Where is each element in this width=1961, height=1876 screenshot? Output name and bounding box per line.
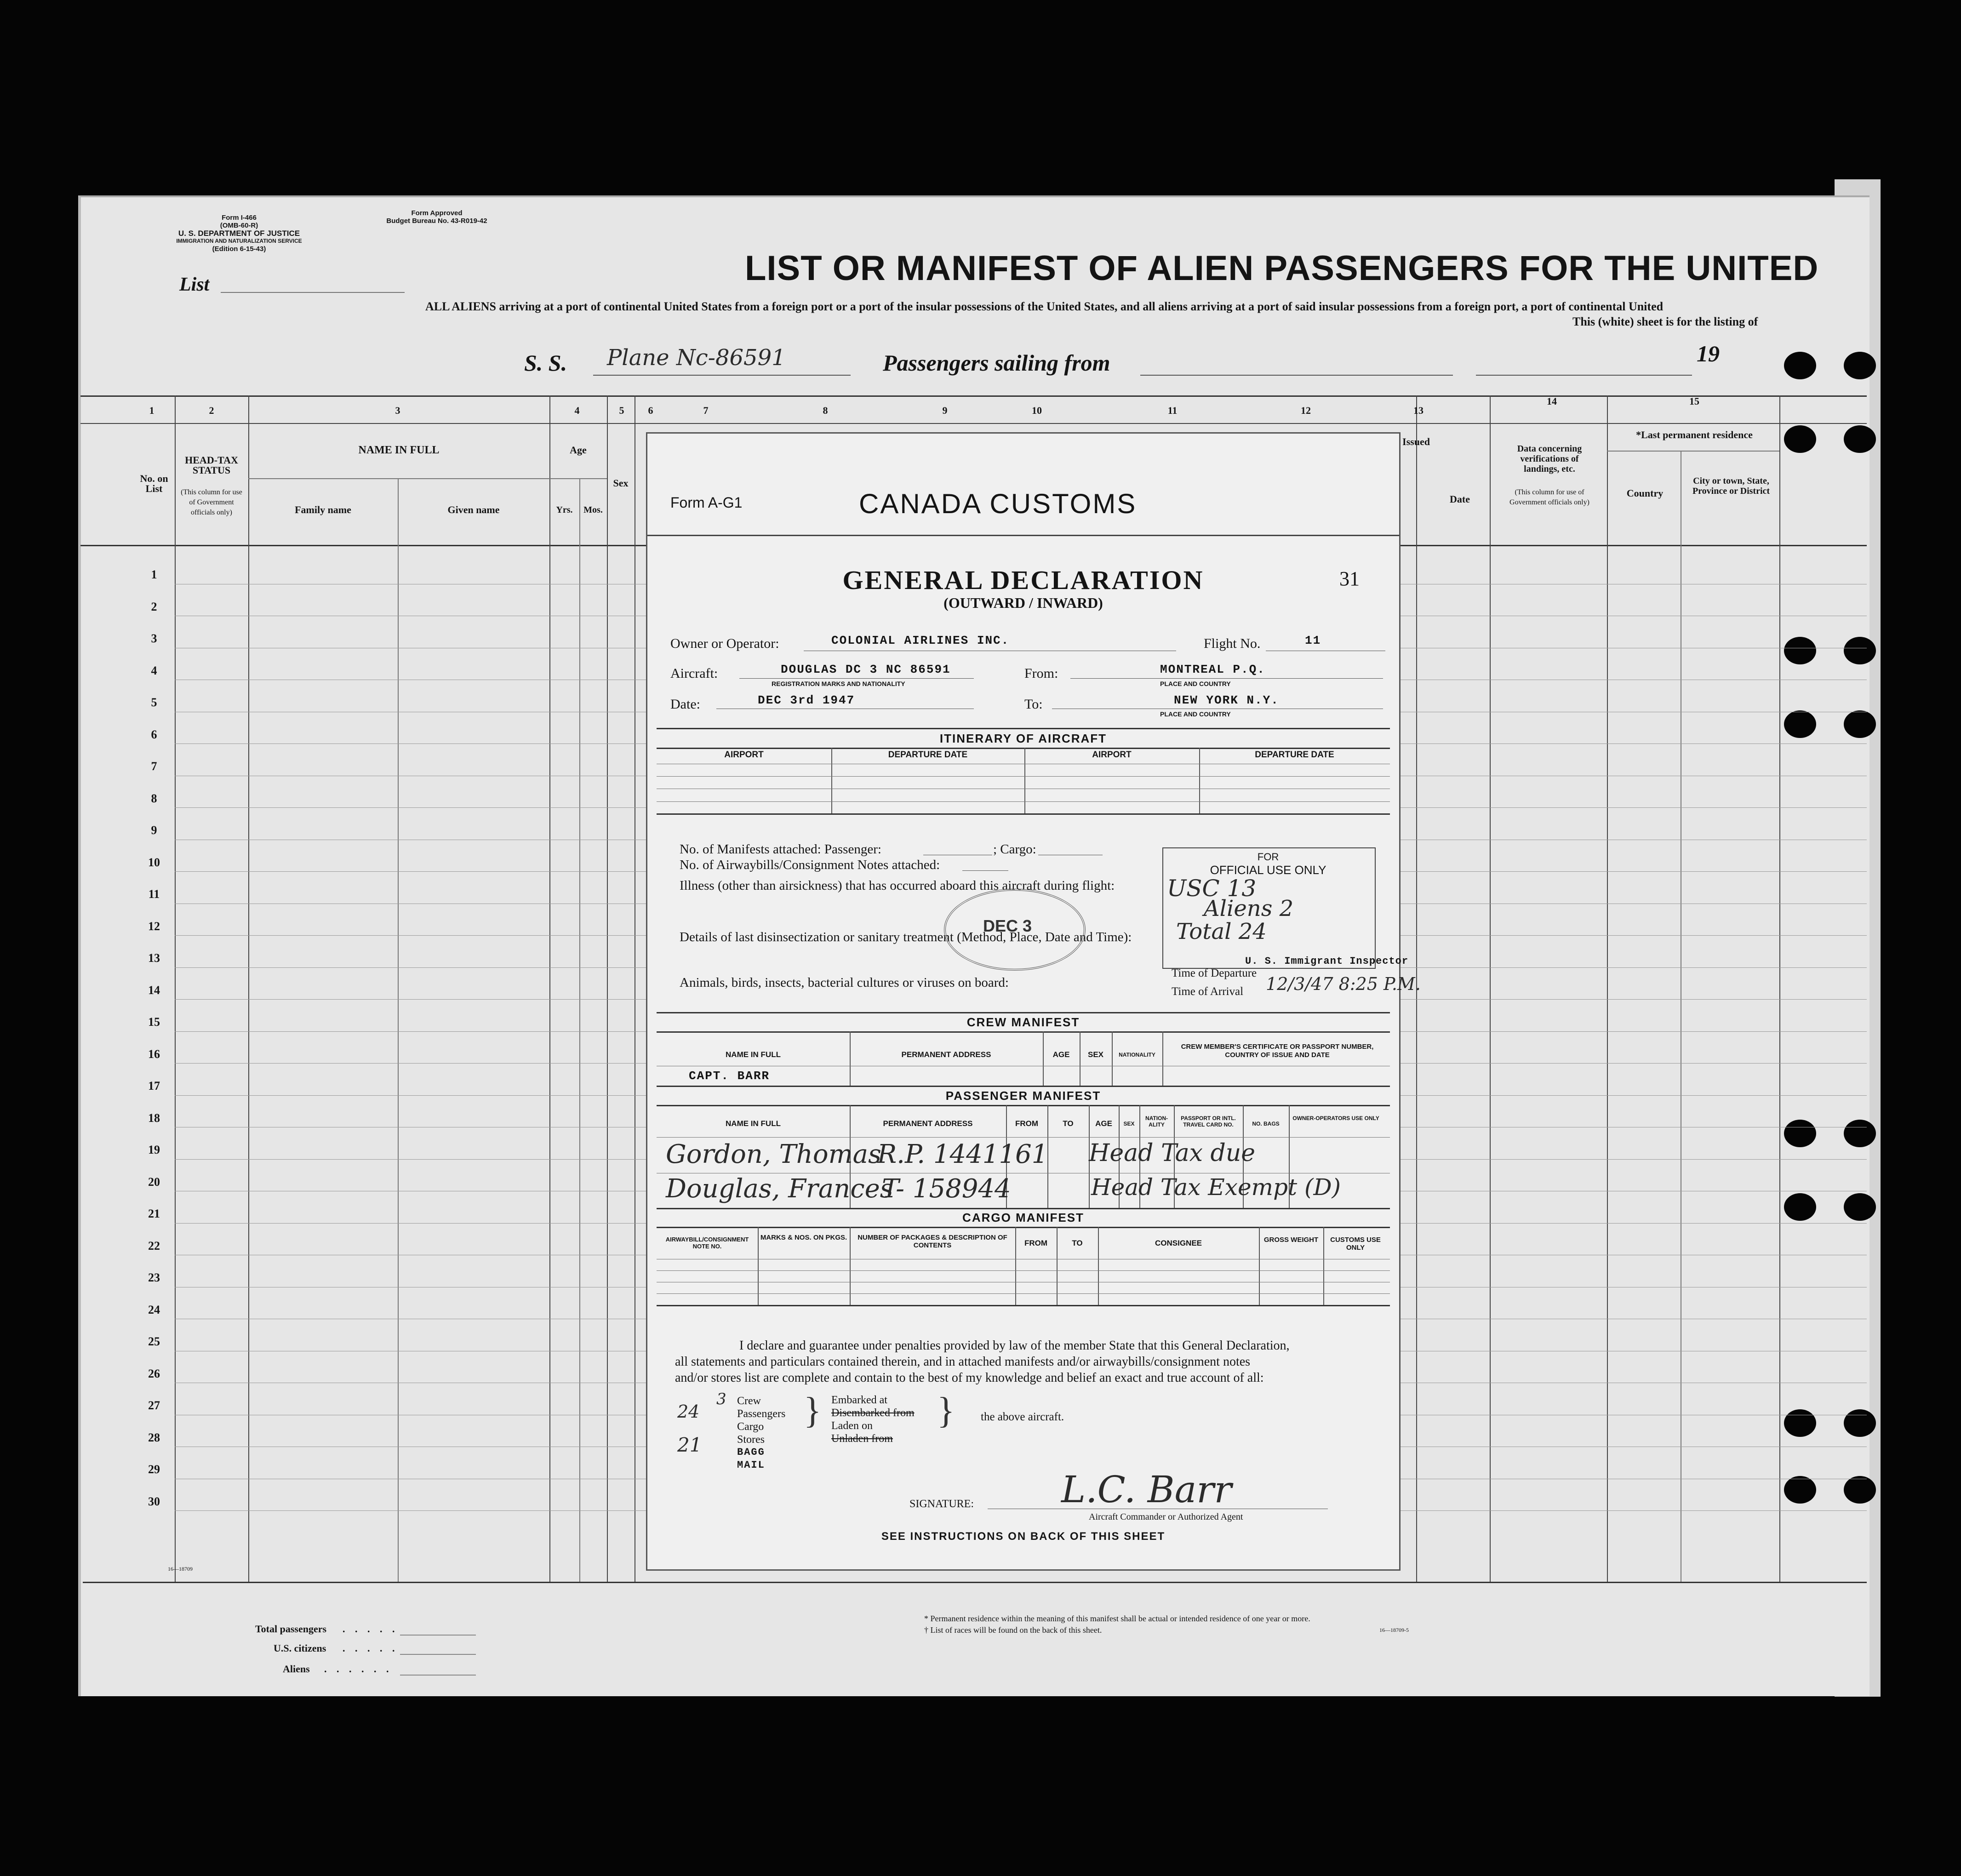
laden-on: Laden on: [831, 1420, 873, 1432]
immigrant-inspector: U. S. Immigrant Inspector: [1245, 955, 1409, 967]
column-divider: [398, 478, 399, 1582]
airwaybills-line: [962, 870, 1008, 871]
column-number: 7: [703, 405, 709, 416]
column-number: 8: [823, 405, 828, 416]
form-approval: Form Approved Budget Bureau No. 43-R019-42: [386, 209, 487, 225]
date-header: Date: [1450, 493, 1470, 505]
manifest-subtitle-2: This (white) sheet is for the listing of: [1572, 315, 1758, 328]
itinerary-divider: [1024, 748, 1025, 814]
age-subheader-line: [549, 478, 607, 479]
to-value: NEW YORK N.Y.: [1174, 693, 1279, 707]
column-divider: [248, 395, 249, 1582]
from-line: [1070, 678, 1383, 679]
itinerary-bottom-rule: [657, 813, 1390, 815]
leader-dots: . . . . . .: [324, 1663, 393, 1675]
table-bottom-border: [83, 1582, 1867, 1583]
vessel-name: Plane Nc-86591: [607, 345, 786, 371]
column-number: 5: [619, 405, 624, 416]
to-label: To:: [1024, 697, 1043, 712]
crew-top-rule: [657, 1012, 1390, 1013]
passenger-1-note: Head Tax due: [1089, 1139, 1255, 1167]
ss-label: S. S.: [524, 350, 567, 376]
passenger-row-line: [657, 1137, 1390, 1138]
airwaybills-label: No. of Airwaybills/Consignment Notes attached:: [680, 858, 940, 872]
row-number: 12: [148, 919, 160, 933]
crew-col-sex: SEX: [1087, 1050, 1104, 1059]
crew-col-address: PERMANENT ADDRESS: [901, 1050, 991, 1059]
binder-hole: [1844, 1193, 1876, 1221]
cargo-col-weight: GROSS WEIGHT: [1264, 1236, 1319, 1244]
column-number: 11: [1167, 405, 1178, 416]
declaration-text-2: all statements and particulars contained therein, and in attached manifests and/or airwaybills/consignment notes: [675, 1355, 1251, 1369]
item-bagg: BAGG: [737, 1447, 765, 1458]
passenger-1-name: Gordon, Thomas: [666, 1139, 881, 1169]
official-note-usc: USC 13: [1167, 875, 1257, 902]
column-number: 3: [395, 405, 400, 416]
column-divider: [1607, 395, 1608, 1582]
passenger-rule: [657, 1105, 1390, 1106]
binder-hole: [1844, 352, 1876, 379]
agency-name: CANADA CUSTOMS: [859, 488, 1137, 519]
binder-hole: [1844, 1409, 1876, 1437]
residence-subheader-line: [1607, 451, 1779, 452]
pass-col-to: TO: [1063, 1119, 1074, 1128]
declaration-number: 31: [1339, 567, 1360, 590]
row-number: 14: [148, 983, 160, 997]
item-crew: Crew: [737, 1395, 761, 1407]
row-number: 10: [148, 855, 160, 869]
time-of-departure-label: Time of Departure: [1172, 967, 1257, 979]
city-header: City or town, State, Province or District: [1692, 476, 1770, 496]
data-concerning-header: Data concerning verifications of landings, etc.: [1517, 444, 1582, 474]
column-number: 4: [574, 405, 580, 416]
itinerary-top-rule: [657, 728, 1390, 729]
cargo-col-from: FROM: [1024, 1239, 1048, 1247]
aircraft-value: DOUGLAS DC 3 NC 86591: [781, 663, 951, 676]
sex-header: Sex: [613, 477, 629, 489]
column-divider: [549, 395, 550, 1582]
passenger-bottom-rule: [657, 1208, 1390, 1209]
aliens-label: Aliens: [283, 1663, 310, 1675]
row-number: 15: [148, 1015, 160, 1029]
header-divider: [647, 535, 1399, 536]
list-line: [221, 292, 405, 293]
itinerary-title: ITINERARY OF AIRCRAFT: [939, 732, 1107, 745]
brace-right: }: [937, 1390, 955, 1431]
footnote-residence: * Permanent residence within the meaning of this manifest shall be actual or intended residence of one year or more.: [924, 1614, 1310, 1623]
official-for: FOR: [1257, 851, 1279, 863]
binder-hole: [1844, 1120, 1876, 1147]
row-number: 4: [151, 663, 157, 677]
row-number: 8: [151, 791, 157, 805]
column-divider: [607, 395, 608, 1582]
owner-label: Owner or Operator:: [670, 636, 779, 651]
table-number-row-border: [80, 423, 1867, 424]
sailing-from-label: Passengers sailing from: [883, 350, 1110, 376]
disinsectization-label: Details of last disinsectization or sanitary treatment (Method, Place, Date and Time):: [680, 930, 1132, 944]
age-months-header: Mos.: [583, 505, 603, 515]
item-cargo: Cargo: [737, 1421, 764, 1433]
signature: L.C. Barr: [1061, 1468, 1232, 1511]
binder-hole: [1784, 352, 1816, 379]
cargo-bottom-rule: [657, 1305, 1390, 1306]
pass-col-operator: OWNER-OPERATORS USE ONLY: [1292, 1115, 1379, 1121]
sailing-from-line: [1140, 375, 1453, 376]
embarked-at: Embarked at: [831, 1394, 887, 1406]
brace-left: }: [804, 1390, 822, 1431]
pass-col-nationality: NATION-ALITY: [1145, 1115, 1168, 1128]
flight-label: Flight No.: [1204, 636, 1261, 651]
binder-hole: [1844, 425, 1876, 453]
pass-col-passport: PASSPORT OR INTL. TRAVEL CARD NO.: [1181, 1115, 1236, 1128]
animals-label: Animals, birds, insects, bacterial cultures or viruses on board:: [680, 975, 1009, 990]
row-number: 29: [148, 1463, 160, 1476]
cargo-row-line: [657, 1270, 1390, 1271]
country-header: Country: [1626, 487, 1664, 499]
crew-divider: [1112, 1031, 1113, 1086]
binder-hole: [1784, 710, 1816, 738]
passenger-count: 24: [677, 1401, 700, 1422]
crew-rule: [657, 1031, 1390, 1033]
column-number: 9: [942, 405, 948, 416]
itinerary-col-departure: DEPARTURE DATE: [888, 750, 968, 760]
passenger-2-name: Douglas, Frances: [666, 1174, 893, 1204]
cargo-col-airwaybill: AIRWAYBILL/CONSIGNMENT NOTE NO.: [665, 1236, 749, 1250]
instructions-note: SEE INSTRUCTIONS ON BACK OF THIS SHEET: [881, 1530, 1166, 1543]
column-number: 1: [149, 405, 154, 416]
binder-hole: [1784, 1476, 1816, 1504]
name-in-full-header: NAME IN FULL: [358, 444, 440, 456]
crew-col-age: AGE: [1052, 1050, 1070, 1059]
cargo-rule: [657, 1227, 1390, 1228]
from-value: MONTREAL P.Q.: [1160, 663, 1265, 676]
row-number: 22: [148, 1239, 160, 1253]
column-number: 13: [1413, 405, 1424, 416]
unladen-from: Unladen from: [831, 1433, 893, 1445]
leader-dots: . . . . .: [343, 1623, 399, 1635]
official-note-total: Total 24: [1176, 919, 1267, 944]
entry-stamp-date: DEC 3: [983, 916, 1032, 935]
disembarked-from: Disembarked from: [831, 1407, 915, 1419]
binder-hole: [1784, 1120, 1816, 1147]
footnote-races: † List of races will be found on the back of this sheet.: [924, 1625, 1102, 1635]
crew-col-name: NAME IN FULL: [726, 1050, 781, 1059]
given-name-header: Given name: [447, 504, 500, 515]
official-use-only: OFFICIAL USE ONLY: [1210, 863, 1326, 877]
owner-value: COLONIAL AIRLINES INC.: [831, 634, 1010, 647]
row-number: 6: [151, 727, 157, 741]
cargo-col-customs: CUSTOMS USE ONLY: [1330, 1236, 1381, 1252]
aircraft-label: Aircraft:: [670, 666, 718, 681]
binder-hole: [1784, 1409, 1816, 1437]
column-divider: [175, 395, 176, 1582]
itinerary-row-line: [657, 776, 1390, 777]
above-aircraft: the above aircraft.: [981, 1411, 1064, 1423]
official-note-aliens: Aliens 2: [1204, 896, 1294, 921]
pass-col-from: FROM: [1015, 1119, 1039, 1128]
column-number: 10: [1032, 405, 1042, 416]
row-number: 5: [151, 696, 157, 709]
declaration-text-1: I declare and guarantee under penalties provided by law of the member State that this General Declaration,: [739, 1338, 1290, 1353]
item-stores: Stores: [737, 1434, 765, 1446]
item-passengers: Passengers: [737, 1408, 786, 1420]
crew-col-certificate: CREW MEMBER'S CERTIFICATE OR PASSPORT NUMBER, COUNTRY OF ISSUE AND DATE: [1181, 1043, 1374, 1059]
row-number: 30: [148, 1494, 160, 1508]
row-number: 1: [151, 568, 157, 581]
data-concerning-note: (This column for use of Government officials only): [1509, 488, 1589, 506]
pass-col-age: AGE: [1095, 1119, 1112, 1128]
binder-hole: [1784, 1193, 1816, 1221]
form-header-left: Form I-466 (OMB-60-R) U. S. DEPARTMENT OF JUSTICE IMMIGRATION AND NATURALIZATION SERVICE (Edition 6-15-43): [176, 214, 302, 253]
row-number: 25: [148, 1335, 160, 1348]
carried-items-list: [737, 1395, 785, 1472]
column-divider: [1779, 395, 1780, 1582]
head-tax-header: HEAD-TAX STATUS: [185, 454, 238, 476]
binder-hole: [1784, 425, 1816, 453]
row-number: 21: [148, 1207, 160, 1220]
column-divider: [579, 478, 580, 1582]
row-number: 3: [151, 632, 157, 645]
leader-dots: . . . . .: [343, 1642, 399, 1654]
row-number: 27: [148, 1399, 160, 1412]
pass-col-sex: SEX: [1123, 1121, 1135, 1127]
itinerary-divider: [1199, 748, 1200, 814]
total-passengers-line: [400, 1635, 476, 1636]
row-number: 18: [148, 1111, 160, 1125]
registration-caption: REGISTRATION MARKS AND NATIONALITY: [772, 680, 905, 687]
to-place-caption: PLACE AND COUNTRY: [1160, 710, 1231, 718]
crew-manifest-title: CREW MANIFEST: [966, 1015, 1080, 1029]
from-place-caption: PLACE AND COUNTRY: [1160, 680, 1231, 687]
item-mail: MAIL: [737, 1459, 765, 1471]
row-number: 16: [148, 1047, 160, 1061]
column-number: 6: [648, 405, 653, 416]
itinerary-divider: [831, 748, 832, 814]
binder-hole: [1844, 637, 1876, 664]
cargo-col-consignee: CONSIGNEE: [1155, 1239, 1202, 1247]
age-years-header: Yrs.: [556, 505, 573, 515]
column-number: 12: [1301, 405, 1311, 416]
declaration-text-3: and/or stores list are complete and contain to the best of my knowledge and belief an exact and true account of all:: [675, 1371, 1264, 1385]
row-number: 2: [151, 600, 157, 613]
issued-header: Issued: [1402, 436, 1430, 447]
year-label: 19: [1697, 341, 1720, 366]
row-number: 28: [148, 1430, 160, 1444]
row-number: 9: [151, 824, 157, 837]
name-subheader-line: [248, 478, 549, 479]
vessel-line: [593, 375, 851, 376]
manifest-subtitle: ALL ALIENS arriving at a port of continental United States from a foreign port or a port of the insular possessions of the United States, and all aliens arriving at a port of said insular possessions from a foreign port, a port of continental United: [425, 300, 1664, 313]
cargo-attached-label: ; Cargo:: [993, 842, 1036, 857]
stores-count: 21: [677, 1434, 702, 1456]
itinerary-col-departure-2: DEPARTURE DATE: [1255, 750, 1334, 760]
itinerary-col-airport: AIRPORT: [724, 750, 764, 760]
age-header: Age: [570, 444, 587, 456]
row-number: 20: [148, 1175, 160, 1189]
binder-hole: [1844, 1476, 1876, 1504]
column-number: 2: [209, 405, 214, 416]
row-number: 19: [148, 1143, 160, 1156]
manifest-title: LIST OR MANIFEST OF ALIEN PASSENGERS FOR THE UNITED: [745, 249, 1819, 288]
cargo-col-to: TO: [1072, 1239, 1083, 1247]
from-label: From:: [1024, 666, 1058, 681]
passenger-2-note: Head Tax Exempt (D): [1091, 1174, 1341, 1201]
itinerary-rule: [657, 748, 1390, 749]
crew-divider: [1043, 1031, 1044, 1086]
column-divider: [1490, 395, 1491, 1582]
illness-label: Illness (other than airsickness) that has occurred aboard this aircraft during flight:: [680, 878, 1115, 893]
crew-col-nationality: NATIONALITY: [1119, 1052, 1155, 1058]
table-top-border: [80, 395, 1867, 397]
crew-count: 3: [716, 1390, 726, 1408]
cargo-row-line: [657, 1293, 1390, 1294]
us-citizens-line: [400, 1654, 476, 1655]
pass-col-name: NAME IN FULL: [726, 1119, 781, 1128]
time-of-arrival-label: Time of Arrival: [1172, 985, 1244, 998]
crew-bottom-rule: [657, 1086, 1390, 1087]
form-number: Form A-G1: [670, 494, 743, 511]
head-tax-note: (This column for use of Government officials only): [181, 488, 242, 516]
passenger-manifest-title: PASSENGER MANIFEST: [945, 1089, 1101, 1103]
binder-hole: [1784, 637, 1816, 664]
passenger-2-document: T- 158944: [882, 1174, 1011, 1204]
date-line: [1476, 375, 1692, 376]
crew-divider: [850, 1031, 851, 1086]
form-code-right: 16—18709-5: [1379, 1627, 1409, 1633]
date-label: Date:: [670, 697, 700, 712]
list-label: List: [179, 274, 210, 295]
binder-hole: [1844, 710, 1876, 738]
aircraft-line: [739, 678, 974, 679]
total-passengers-label: Total passengers: [255, 1623, 327, 1635]
us-citizens-label: U.S. citizens: [274, 1642, 326, 1654]
crew-divider: [1080, 1031, 1081, 1086]
crew-entry-name: CAPT. BARR: [689, 1069, 770, 1083]
row-number: 13: [148, 951, 160, 965]
arrival-time-value: 12/3/47 8:25 P.M.: [1266, 974, 1421, 994]
row-number: 17: [148, 1079, 160, 1092]
commander-caption: Aircraft Commander or Authorized Agent: [1089, 1512, 1243, 1522]
form-code-left: 16—18709: [168, 1566, 193, 1572]
row-number: 7: [151, 760, 157, 773]
family-name-header: Family name: [295, 504, 351, 515]
row-number: 24: [148, 1303, 160, 1316]
crew-divider: [1162, 1031, 1163, 1086]
passenger-1-document: R.P. 1441161: [877, 1139, 1048, 1169]
flight-value: 11: [1305, 634, 1321, 647]
column-number: 15: [1689, 395, 1699, 407]
cargo-manifest-title: CARGO MANIFEST: [962, 1211, 1084, 1224]
embarked-options: [831, 1394, 915, 1445]
row-number: 11: [148, 887, 160, 901]
cargo-col-marks: MARKS & NOS. ON PKGS.: [760, 1234, 847, 1241]
cargo-col-packages: NUMBER OF PACKAGES & DESCRIPTION OF CONTENTS: [858, 1234, 1007, 1249]
signature-label: SIGNATURE:: [909, 1498, 974, 1510]
column-number: 14: [1547, 395, 1557, 407]
declaration-direction: (OUTWARD / INWARD): [943, 595, 1103, 611]
no-on-list-header: No. on List: [140, 473, 168, 494]
last-residence-header: *Last permanent residence: [1636, 429, 1753, 440]
manifests-attached-label: No. of Manifests attached: Passenger:: [680, 842, 881, 857]
itinerary-row-line: [657, 801, 1390, 802]
pass-col-bags: NO. BAGS: [1252, 1121, 1280, 1127]
row-number: 26: [148, 1367, 160, 1380]
date-value: DEC 3rd 1947: [758, 693, 855, 707]
row-number: 23: [148, 1271, 160, 1284]
aliens-line: [400, 1675, 476, 1676]
pass-col-address: PERMANENT ADDRESS: [883, 1119, 973, 1128]
declaration-title: GENERAL DECLARATION: [842, 565, 1204, 595]
itinerary-col-airport-2: AIRPORT: [1092, 750, 1132, 760]
